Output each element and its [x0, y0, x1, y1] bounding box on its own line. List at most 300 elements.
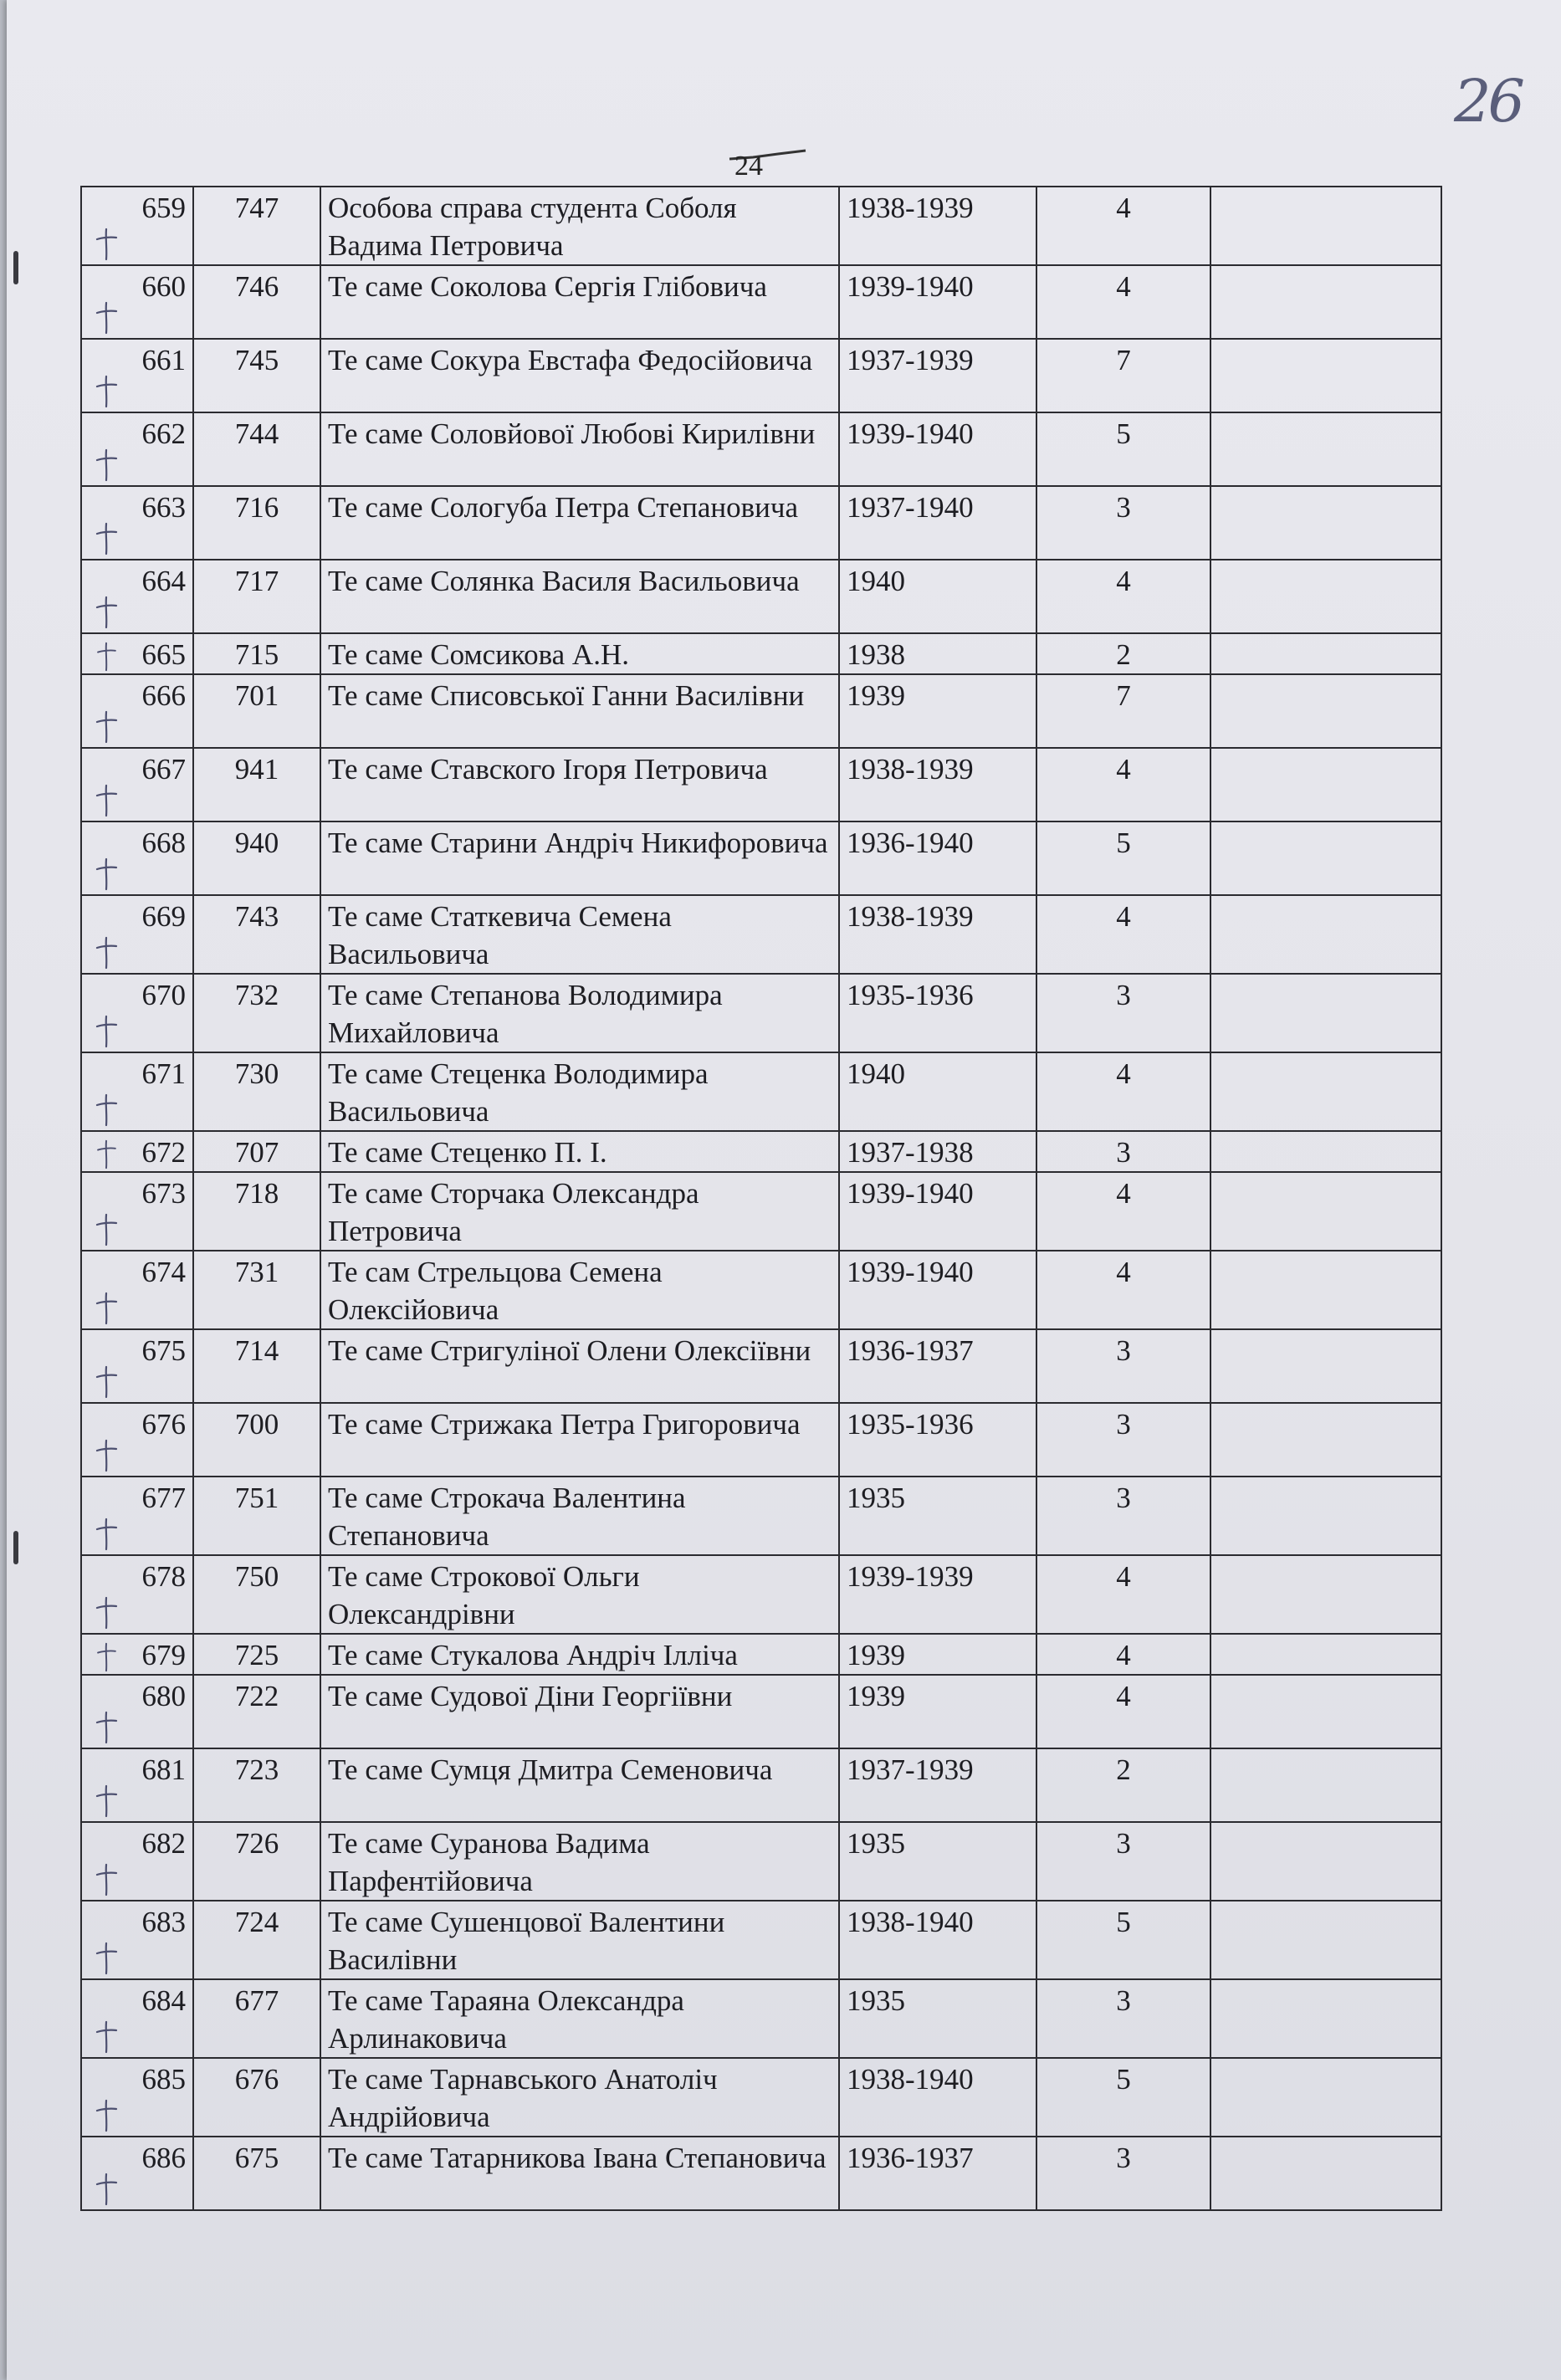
- note-cell: [1210, 1329, 1441, 1403]
- fund-number-cell: [193, 1634, 320, 1675]
- date-range-text: 1937-1939: [847, 1753, 974, 1786]
- case-number-cell: [81, 1634, 193, 1675]
- case-title-cell: [320, 1748, 839, 1822]
- case-title-text: Те саме Степанова Володимира Михайловича: [328, 979, 723, 1049]
- handwritten-check-icon: [94, 1365, 119, 1399]
- case-number-text: 681: [141, 1753, 186, 1786]
- case-number-cell: [81, 1477, 193, 1555]
- case-title-text: Те саме Сушенцової Валентини Василівни: [328, 1906, 725, 1976]
- fund-number-text: 700: [234, 1408, 279, 1441]
- case-number-text: 667: [141, 753, 186, 786]
- case-title-cell: [320, 1555, 839, 1634]
- date-range-text: 1937-1940: [847, 491, 974, 524]
- fund-number-text: 747: [234, 192, 279, 224]
- handwritten-check-icon: [94, 522, 119, 555]
- case-title-text: Те саме Сологуба Петра Степановича: [328, 491, 799, 524]
- case-title-text: Те саме Стригуліної Олени Олексіївни: [328, 1334, 811, 1367]
- fund-number-cell: [193, 1675, 320, 1748]
- case-number-text: 675: [141, 1334, 186, 1367]
- fund-number-cell: [193, 1477, 320, 1555]
- date-range-text: 1936-1937: [847, 2142, 974, 2174]
- case-title-cell: [320, 187, 839, 265]
- sheet-count-text: 3: [1116, 2142, 1131, 2174]
- case-number-text: 682: [141, 1827, 186, 1860]
- date-range-text: 1939: [847, 1680, 905, 1712]
- fund-number-cell: [193, 1403, 320, 1477]
- date-range-cell: [839, 895, 1036, 974]
- table-row: [81, 265, 1441, 339]
- sheet-count-cell: [1036, 1251, 1210, 1329]
- fund-number-cell: [193, 974, 320, 1052]
- sheet-count-cell: [1036, 1477, 1210, 1555]
- date-range-cell: [839, 560, 1036, 633]
- case-title-text: Те саме Статкевича Семена Васильовича: [328, 900, 672, 970]
- sheet-count-cell: [1036, 1131, 1210, 1172]
- case-title-cell: [320, 1979, 839, 2058]
- case-title-text: Те саме Соловйової Любові Кирилівни: [328, 417, 816, 450]
- case-number-cell: [81, 265, 193, 339]
- sheet-count-text: 4: [1116, 565, 1131, 597]
- case-number-text: 680: [141, 1680, 186, 1712]
- sheet-count-text: 4: [1116, 1177, 1131, 1210]
- date-range-text: 1937-1938: [847, 1136, 974, 1169]
- date-range-text: 1938-1939: [847, 192, 974, 224]
- fund-number-text: 743: [234, 900, 279, 933]
- sheet-count-text: 5: [1116, 827, 1131, 859]
- sheet-count-text: 3: [1116, 1482, 1131, 1514]
- sheet-count-text: 4: [1116, 1256, 1131, 1288]
- note-cell: [1210, 748, 1441, 821]
- date-range-cell: [839, 1634, 1036, 1675]
- fund-number-cell: [193, 560, 320, 633]
- date-range-cell: [839, 1979, 1036, 2058]
- case-number-cell: [81, 895, 193, 974]
- table-row: [81, 1822, 1441, 1901]
- case-title-text: Те саме Татарникова Івана Степановича: [328, 2142, 827, 2174]
- case-number-text: 660: [141, 270, 186, 303]
- sheet-count-cell: [1036, 1901, 1210, 1979]
- sheet-count-cell: [1036, 1403, 1210, 1477]
- date-range-text: 1936-1940: [847, 827, 974, 859]
- note-cell: [1210, 1822, 1441, 1901]
- sheet-count-text: 3: [1116, 979, 1131, 1011]
- handwritten-check-icon: [94, 596, 119, 629]
- sheet-count-text: 3: [1116, 491, 1131, 524]
- handwritten-check-icon: [94, 228, 119, 261]
- date-range-text: 1938: [847, 638, 905, 671]
- case-number-cell: [81, 1822, 193, 1901]
- note-cell: [1210, 1172, 1441, 1251]
- case-title-cell: [320, 974, 839, 1052]
- case-number-cell: [81, 339, 193, 412]
- table-row: [81, 1052, 1441, 1131]
- fund-number-text: 677: [234, 1984, 279, 2017]
- sheet-count-text: 4: [1116, 753, 1131, 786]
- sheet-count-cell: [1036, 1052, 1210, 1131]
- case-number-cell: [81, 1251, 193, 1329]
- date-range-cell: [839, 974, 1036, 1052]
- case-number-cell: [81, 486, 193, 560]
- table-row: [81, 821, 1441, 895]
- sheet-count-cell: [1036, 412, 1210, 486]
- sheet-count-cell: [1036, 1329, 1210, 1403]
- table-row: [81, 1251, 1441, 1329]
- date-range-cell: [839, 1477, 1036, 1555]
- fund-number-cell: [193, 1822, 320, 1901]
- page-number: 24: [734, 151, 763, 182]
- date-range-cell: [839, 1675, 1036, 1748]
- case-number-text: 678: [141, 1560, 186, 1593]
- fund-number-text: 941: [234, 753, 279, 786]
- table-row: [81, 339, 1441, 412]
- fund-number-text: 724: [234, 1906, 279, 1938]
- date-range-text: 1938-1940: [847, 1906, 974, 1938]
- handwritten-check-icon: [94, 1292, 119, 1325]
- note-cell: [1210, 895, 1441, 974]
- sheet-count-cell: [1036, 2137, 1210, 2210]
- case-number-text: 684: [141, 1984, 186, 2017]
- table-row: [81, 1748, 1441, 1822]
- case-number-text: 686: [141, 2142, 186, 2174]
- date-range-text: 1938-1940: [847, 2063, 974, 2096]
- case-title-cell: [320, 748, 839, 821]
- fund-number-cell: [193, 486, 320, 560]
- sheet-count-text: 7: [1116, 679, 1131, 712]
- fund-number-cell: [193, 1901, 320, 1979]
- table-row: [81, 1477, 1441, 1555]
- date-range-cell: [839, 748, 1036, 821]
- date-range-text: 1936-1937: [847, 1334, 974, 1367]
- sheet-count-cell: [1036, 674, 1210, 748]
- fund-number-cell: [193, 1979, 320, 2058]
- sheet-count-text: 4: [1116, 1057, 1131, 1090]
- date-range-cell: [839, 187, 1036, 265]
- note-cell: [1210, 633, 1441, 674]
- case-title-cell: [320, 265, 839, 339]
- handwritten-check-icon: [94, 936, 119, 970]
- case-title-text: Те саме Солянка Василя Васильовича: [328, 565, 800, 597]
- fund-number-text: 744: [234, 417, 279, 450]
- case-number-cell: [81, 1748, 193, 1822]
- date-range-cell: [839, 1901, 1036, 1979]
- case-title-cell: [320, 1822, 839, 1901]
- fund-number-cell: [193, 674, 320, 748]
- date-range-cell: [839, 412, 1036, 486]
- case-number-text: 662: [141, 417, 186, 450]
- case-number-text: 685: [141, 2063, 186, 2096]
- note-cell: [1210, 1675, 1441, 1748]
- case-title-cell: [320, 1329, 839, 1403]
- sheet-count-text: 4: [1116, 900, 1131, 933]
- note-cell: [1210, 339, 1441, 412]
- date-range-text: 1939-1940: [847, 270, 974, 303]
- case-title-text: Те саме Стеценка Володимира Васильовича: [328, 1057, 709, 1128]
- sheet-count-text: 5: [1116, 2063, 1131, 2096]
- case-title-cell: [320, 1901, 839, 1979]
- sheet-count-text: 3: [1116, 1408, 1131, 1441]
- date-range-text: 1940: [847, 1057, 905, 1090]
- sheet-count-cell: [1036, 1979, 1210, 2058]
- date-range-cell: [839, 1748, 1036, 1822]
- case-number-text: 679: [141, 1639, 186, 1671]
- case-title-cell: [320, 1172, 839, 1251]
- fund-number-text: 746: [234, 270, 279, 303]
- fund-number-text: 751: [234, 1482, 279, 1514]
- case-number-cell: [81, 1172, 193, 1251]
- case-number-text: 664: [141, 565, 186, 597]
- case-title-cell: [320, 633, 839, 674]
- case-number-cell: [81, 974, 193, 1052]
- sheet-count-text: 3: [1116, 1334, 1131, 1367]
- case-number-cell: [81, 674, 193, 748]
- date-range-cell: [839, 1822, 1036, 1901]
- fund-number-text: 701: [234, 679, 279, 712]
- fund-number-text: 725: [234, 1639, 279, 1671]
- table-row: [81, 1403, 1441, 1477]
- sheet-count-cell: [1036, 1748, 1210, 1822]
- handwritten-sheet-number: 26: [1454, 67, 1523, 136]
- sheet-count-cell: [1036, 748, 1210, 821]
- note-cell: [1210, 1251, 1441, 1329]
- case-number-cell: [81, 633, 193, 674]
- date-range-text: 1935-1936: [847, 1408, 974, 1441]
- sheet-count-text: 4: [1116, 270, 1131, 303]
- case-title-text: Те саме Сокура Евстафа Федосійовича: [328, 344, 813, 376]
- case-title-text: Те саме Старини Андріч Никифоровича: [328, 827, 828, 859]
- date-range-cell: [839, 674, 1036, 748]
- case-number-cell: [81, 821, 193, 895]
- case-title-text: Те саме Тараяна Олександра Арлинаковича: [328, 1984, 684, 2055]
- handwritten-check-icon: [94, 2173, 119, 2206]
- case-title-cell: [320, 1131, 839, 1172]
- fund-number-cell: [193, 1131, 320, 1172]
- note-cell: [1210, 486, 1441, 560]
- note-cell: [1210, 1634, 1441, 1675]
- case-title-text: Те саме Судової Діни Георгіївни: [328, 1680, 733, 1712]
- note-cell: [1210, 674, 1441, 748]
- note-cell: [1210, 560, 1441, 633]
- case-title-text: Те саме Стеценко П. І.: [328, 1136, 607, 1169]
- case-title-text: Те саме Суранова Вадима Парфентійовича: [328, 1827, 650, 1897]
- date-range-cell: [839, 2058, 1036, 2137]
- fund-number-text: 731: [234, 1256, 279, 1288]
- note-cell: [1210, 1403, 1441, 1477]
- note-cell: [1210, 265, 1441, 339]
- fund-number-cell: [193, 821, 320, 895]
- handwritten-check-icon: [94, 2099, 119, 2132]
- sheet-count-text: 2: [1116, 1753, 1131, 1786]
- table-row: [81, 1329, 1441, 1403]
- handwritten-check-icon: [94, 1439, 119, 1472]
- date-range-text: 1937-1939: [847, 344, 974, 376]
- fund-number-text: 745: [234, 344, 279, 376]
- case-number-text: 663: [141, 491, 186, 524]
- sheet-count-text: 3: [1116, 1136, 1131, 1169]
- inventory-table-body: [81, 187, 1441, 2210]
- sheet-count-cell: [1036, 265, 1210, 339]
- table-row: [81, 2058, 1441, 2137]
- sheet-count-cell: [1036, 2058, 1210, 2137]
- fund-number-cell: [193, 1052, 320, 1131]
- sheet-count-text: 3: [1116, 1984, 1131, 2017]
- sheet-count-cell: [1036, 633, 1210, 674]
- date-range-text: 1940: [847, 565, 905, 597]
- case-number-text: 672: [141, 1136, 186, 1169]
- fund-number-cell: [193, 748, 320, 821]
- handwritten-check-icon: [94, 375, 119, 408]
- handwritten-check-icon: [94, 1518, 119, 1551]
- case-title-text: Те саме Строкача Валентина Степановича: [328, 1482, 686, 1552]
- case-number-text: 683: [141, 1906, 186, 1938]
- handwritten-check-icon: [94, 1093, 119, 1127]
- date-range-cell: [839, 2137, 1036, 2210]
- case-title-cell: [320, 1052, 839, 1131]
- case-number-cell: [81, 1901, 193, 1979]
- table-row: [81, 1979, 1441, 2058]
- fund-number-cell: [193, 339, 320, 412]
- table-row: [81, 1675, 1441, 1748]
- case-number-cell: [81, 1131, 193, 1172]
- case-title-cell: [320, 2137, 839, 2210]
- fund-number-text: 714: [234, 1334, 279, 1367]
- note-cell: [1210, 1901, 1441, 1979]
- date-range-cell: [839, 821, 1036, 895]
- fund-number-text: 730: [234, 1057, 279, 1090]
- case-number-cell: [81, 1403, 193, 1477]
- handwritten-check-icon: [94, 448, 119, 482]
- handwritten-check-icon: [94, 1015, 119, 1048]
- case-title-cell: [320, 1251, 839, 1329]
- table-row: [81, 1555, 1441, 1634]
- case-number-text: 668: [141, 827, 186, 859]
- fund-number-text: 676: [234, 2063, 279, 2096]
- handwritten-check-icon: [94, 1784, 119, 1818]
- handwritten-check-icon: [94, 1863, 119, 1896]
- case-title-text: Те сам Стрельцова Семена Олексійовича: [328, 1256, 663, 1326]
- table-row: [81, 1131, 1441, 1172]
- date-range-text: 1935: [847, 1482, 905, 1514]
- punch-hole: [13, 251, 18, 284]
- sheet-count-cell: [1036, 1172, 1210, 1251]
- case-number-text: 677: [141, 1482, 186, 1514]
- case-number-text: 661: [141, 344, 186, 376]
- sheet-count-text: 5: [1116, 1906, 1131, 1938]
- case-title-text: Те саме Сомсикова А.Н.: [328, 638, 629, 671]
- fund-number-cell: [193, 1748, 320, 1822]
- date-range-text: 1939-1940: [847, 1177, 974, 1210]
- fund-number-cell: [193, 895, 320, 974]
- handwritten-check-icon: [94, 301, 119, 335]
- date-range-text: 1938-1939: [847, 900, 974, 933]
- sheet-count-cell: [1036, 1675, 1210, 1748]
- case-number-cell: [81, 2058, 193, 2137]
- case-number-cell: [81, 187, 193, 265]
- case-title-cell: [320, 486, 839, 560]
- case-title-text: Те саме Строкової Ольги Олександрівни: [328, 1560, 640, 1630]
- sheet-count-text: 4: [1116, 1560, 1131, 1593]
- note-cell: [1210, 2058, 1441, 2137]
- table-row: [81, 633, 1441, 674]
- date-range-text: 1935: [847, 1984, 905, 2017]
- table-row: [81, 674, 1441, 748]
- case-title-cell: [320, 412, 839, 486]
- fund-number-text: 722: [234, 1680, 279, 1712]
- handwritten-check-icon: [94, 2020, 119, 2054]
- case-number-text: 670: [141, 979, 186, 1011]
- sheet-count-cell: [1036, 1634, 1210, 1675]
- table-row: [81, 560, 1441, 633]
- table-row: [81, 895, 1441, 974]
- date-range-cell: [839, 1555, 1036, 1634]
- case-title-text: Те саме Списовської Ганни Василівни: [328, 679, 805, 712]
- handwritten-check-icon: [94, 1642, 119, 1672]
- sheet-count-text: 4: [1116, 192, 1131, 224]
- fund-number-text: 750: [234, 1560, 279, 1593]
- date-range-text: 1939-1939: [847, 1560, 974, 1593]
- case-number-text: 659: [141, 192, 186, 224]
- document-page: [7, 0, 1561, 2380]
- date-range-text: 1939-1940: [847, 1256, 974, 1288]
- handwritten-check-icon: [94, 1213, 119, 1246]
- fund-number-text: 723: [234, 1753, 279, 1786]
- fund-number-cell: [193, 2058, 320, 2137]
- handwritten-check-icon: [94, 784, 119, 817]
- case-title-cell: [320, 895, 839, 974]
- case-title-text: Те саме Стукалова Андріч Ілліча: [328, 1639, 738, 1671]
- date-range-text: 1935: [847, 1827, 905, 1860]
- handwritten-check-icon: [94, 1711, 119, 1744]
- fund-number-text: 940: [234, 827, 279, 859]
- fund-number-cell: [193, 1251, 320, 1329]
- note-cell: [1210, 1979, 1441, 2058]
- sheet-count-cell: [1036, 1822, 1210, 1901]
- fund-number-cell: [193, 412, 320, 486]
- fund-number-text: 732: [234, 979, 279, 1011]
- fund-number-text: 717: [234, 565, 279, 597]
- fund-number-text: 726: [234, 1827, 279, 1860]
- case-number-cell: [81, 1329, 193, 1403]
- sheet-count-text: 4: [1116, 1639, 1131, 1671]
- case-title-cell: [320, 821, 839, 895]
- table-row: [81, 187, 1441, 265]
- table-row: [81, 2137, 1441, 2210]
- sheet-count-text: 7: [1116, 344, 1131, 376]
- date-range-text: 1939: [847, 1639, 905, 1671]
- date-range-text: 1935-1936: [847, 979, 974, 1011]
- case-number-text: 676: [141, 1408, 186, 1441]
- date-range-cell: [839, 1131, 1036, 1172]
- case-title-text: Те саме Соколова Сергія Глібовича: [328, 270, 767, 303]
- case-title-text: Те саме Сторчака Олександра Петровича: [328, 1177, 699, 1247]
- case-number-text: 669: [141, 900, 186, 933]
- case-number-cell: [81, 1555, 193, 1634]
- punch-hole: [13, 1531, 18, 1564]
- fund-number-cell: [193, 1555, 320, 1634]
- case-title-cell: [320, 1403, 839, 1477]
- case-title-text: Те саме Сумця Дмитра Семеновича: [328, 1753, 773, 1786]
- sheet-count-text: 5: [1116, 417, 1131, 450]
- case-title-text: Те саме Стрижака Петра Григоровича: [328, 1408, 801, 1441]
- case-number-cell: [81, 1675, 193, 1748]
- sheet-count-text: 3: [1116, 1827, 1131, 1860]
- sheet-count-cell: [1036, 821, 1210, 895]
- fund-number-cell: [193, 187, 320, 265]
- table-row: [81, 748, 1441, 821]
- case-number-text: 674: [141, 1256, 186, 1288]
- fund-number-text: 707: [234, 1136, 279, 1169]
- case-number-cell: [81, 1052, 193, 1131]
- note-cell: [1210, 1748, 1441, 1822]
